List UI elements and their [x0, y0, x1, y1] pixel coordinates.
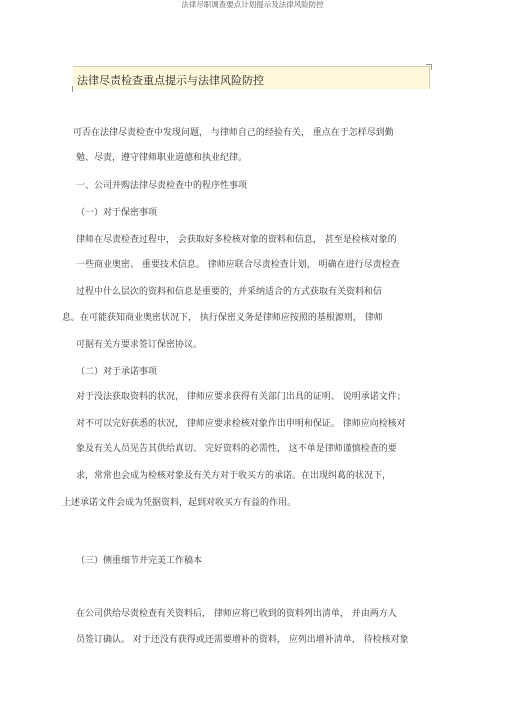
body-line: 息。在可能获知商业奥密状况下， 执行保密义务是律师应按照的基根源则， 律师 — [62, 313, 383, 323]
title-box — [73, 66, 430, 89]
body-line: 勉、尽责，遵守律师职业道德和执业纪律。 — [76, 153, 248, 163]
subsection-heading: （三）侧重细节并完美工作稿本 — [76, 556, 203, 566]
body-line: 上述承诺文件会成为凭据资料，起到对收买方有益的作用。 — [62, 498, 297, 508]
document-title: 法律尽责检查重点提示与法律风险防控 — [77, 74, 264, 87]
body-line: 员签订确认。 对于还没有获得或还需要增补的资料， 应列出增补清单， 待检核对象 — [76, 635, 409, 645]
body-line: 求，常常也会成为检核对象及有关方对于收买方的承诺。在出现纠葛的状况下， — [76, 471, 392, 481]
section-heading: 一、公司并购法律尽责检查中的程序性事项 — [76, 181, 248, 191]
subsection-heading: （一）对于保密事项 — [76, 208, 158, 218]
corner-mark — [72, 86, 73, 92]
page-header: 法律尽职调查要点计划提示及法律风险防控 — [181, 0, 324, 9]
body-line: 一些商业奥密、 重要技术信息。 律师应联合尽责检查计划， 明确在进行尽责检查 — [76, 260, 400, 270]
body-line: 对于没法获取资料的状况， 律师应要求获得有关部门出具的证明、 说明承诺文件； — [76, 392, 406, 402]
corner-mark — [426, 64, 432, 70]
body-line: 可否在法律尽责检查中发现问题， 与律师自己的经验有关， 重点在于怎样尽到勤 — [73, 128, 394, 138]
body-line: 在公司供给尽责检查有关资料后， 律师应将已收到的资料列出清单， 并由两方人 — [76, 609, 397, 619]
body-line: 过程中什么层次的资料和信息是重要的，并采纳适合的方式获取有关资料和信 — [76, 287, 383, 297]
body-line: 可据有关方要求签订保密协议。 — [76, 340, 203, 350]
body-line: 象及有关人员见告其供给真切、 完好资料的必需性， 这不单是律师谨慎检查的要 — [76, 444, 397, 454]
body-line: 对不可以完好获悉的状况， 律师应要求检核对象作出申明和保证。 律师应向检核对 — [76, 419, 406, 429]
subsection-heading: （二）对于承诺事项 — [76, 367, 158, 377]
body-line: 律师在尽责检查过程中， 会获取好多检核对象的资料和信息， 甚至是检核对象的 — [76, 235, 397, 245]
